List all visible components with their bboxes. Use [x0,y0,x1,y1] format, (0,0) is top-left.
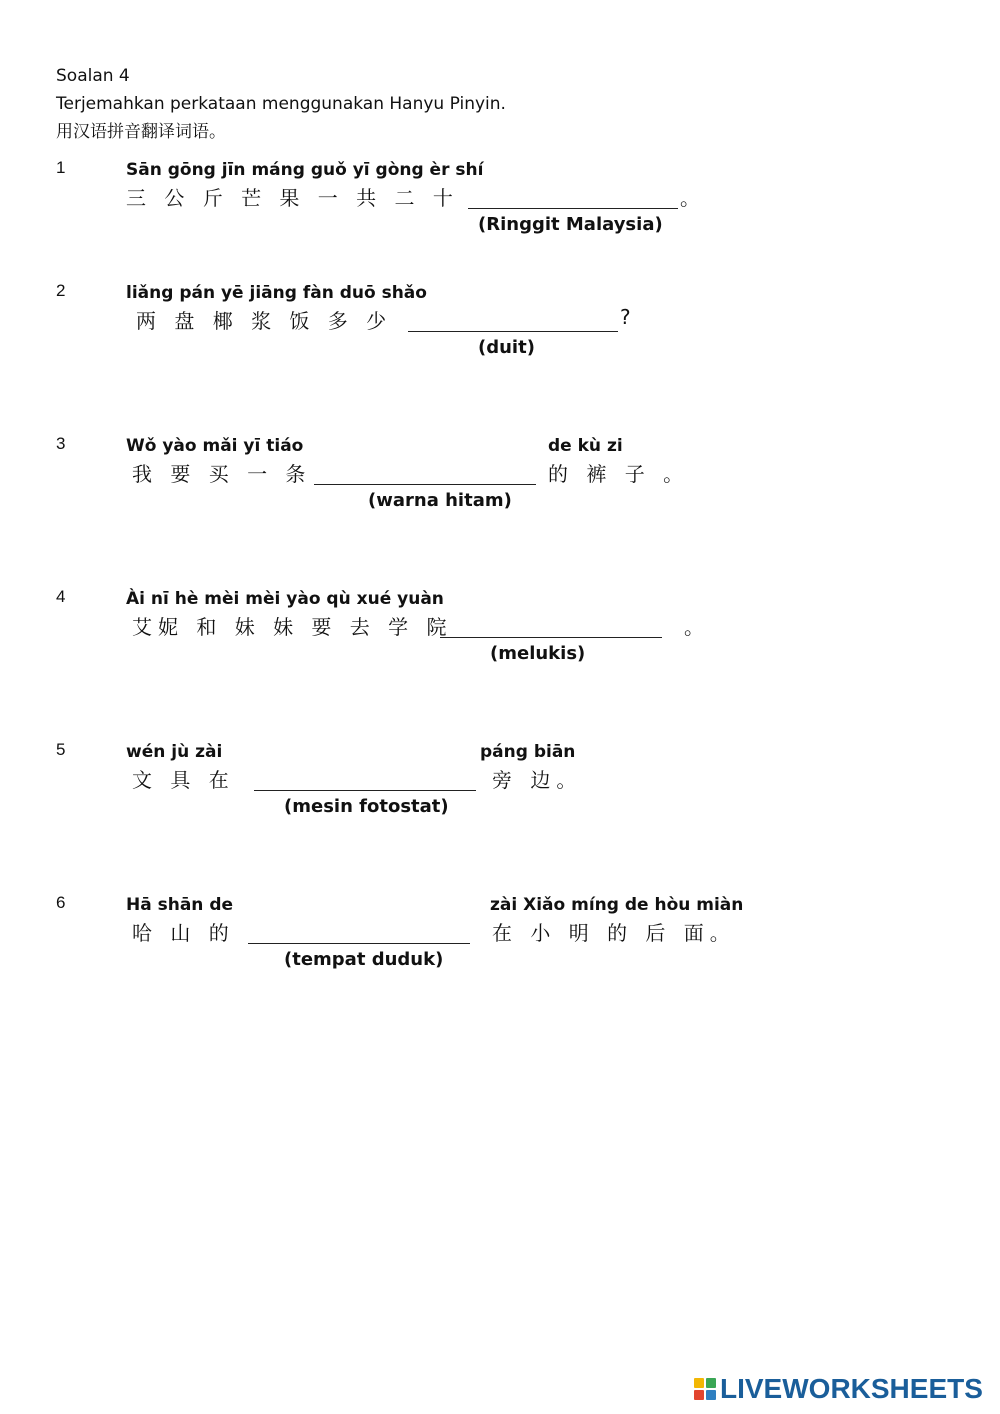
pinyin-line: Hā shān de [126,895,234,915]
liveworksheets-logo-icon [694,1378,716,1400]
pinyin-line-after: zài Xiǎo míng de hòu miàn [490,895,744,915]
logo-square-red [694,1390,704,1400]
hanzi-line: 我 要 买 一 条 [132,462,312,486]
question-number: 4 [56,587,66,606]
section-title: Soalan 4 [56,66,130,86]
worksheet-header [56,62,506,146]
question-number: 2 [56,281,66,300]
question-number: 6 [56,893,66,912]
answer-hint: (warna hitam) [368,490,512,511]
hanzi-end: 的 裤 子 。 [548,462,690,486]
hanzi-line: 文 具 在 [132,768,235,792]
answer-hint: (Ringgit Malaysia) [478,214,663,235]
hanzi-end: 。 [684,615,710,639]
question-number: 3 [56,434,66,453]
instruction-malay: Terjemahkan perkataan menggunakan Hanyu Pinyin. [56,94,506,114]
answer-hint: (melukis) [490,643,586,664]
pinyin-line: Sān gōng jīn máng guǒ yī gòng èr shí [126,160,484,180]
question-3 [0,434,1000,544]
question-5 [0,740,1000,850]
question-number: 1 [56,158,66,177]
answer-blank[interactable] [314,484,536,485]
question-2 [0,281,1000,391]
answer-hint: (mesin fotostat) [284,796,449,817]
question-6 [0,893,1000,1003]
brand-name: LIVEWORKSHEETS [720,1373,983,1404]
logo-square-yellow [694,1378,704,1388]
answer-blank[interactable] [440,637,662,638]
pinyin-line: wén jù zài [126,742,223,762]
pinyin-line: liǎng pán yē jiāng fàn duō shǎo [126,283,427,303]
logo-square-green [706,1378,716,1388]
hanzi-line: 两 盘 椰 浆 饭 多 少 [136,309,393,333]
answer-blank[interactable] [248,943,470,944]
answer-blank[interactable] [254,790,476,791]
question-number: 5 [56,740,66,759]
instruction-chinese: 用汉语拼音翻译词语。 [56,122,226,142]
liveworksheets-brand [694,1374,983,1404]
pinyin-line-after: páng biān [480,742,576,762]
hanzi-end: 。 [680,186,706,210]
answer-hint: (duit) [478,337,535,358]
question-4 [0,587,1000,697]
pinyin-line: Ài nī hè mèi mèi yào qù xué yuàn [126,589,444,609]
pinyin-line: Wǒ yào mǎi yī tiáo [126,436,304,456]
hanzi-line: 三 公 斤 芒 果 一 共 二 十 [126,186,459,210]
logo-square-blue [706,1390,716,1400]
answer-blank[interactable] [408,331,618,332]
hanzi-line: 艾妮 和 妹 妹 要 去 学 院 [132,615,453,639]
hanzi-line: 哈 山 的 [132,921,235,945]
answer-hint: (tempat duduk) [284,949,444,970]
answer-blank[interactable] [468,208,678,209]
hanzi-end: 旁 边。 [492,768,583,792]
pinyin-line-after: de kù zi [548,436,623,456]
hanzi-end: 在 小 明 的 后 面。 [492,921,736,945]
question-1 [0,158,1000,268]
hanzi-end: ? [620,305,637,329]
